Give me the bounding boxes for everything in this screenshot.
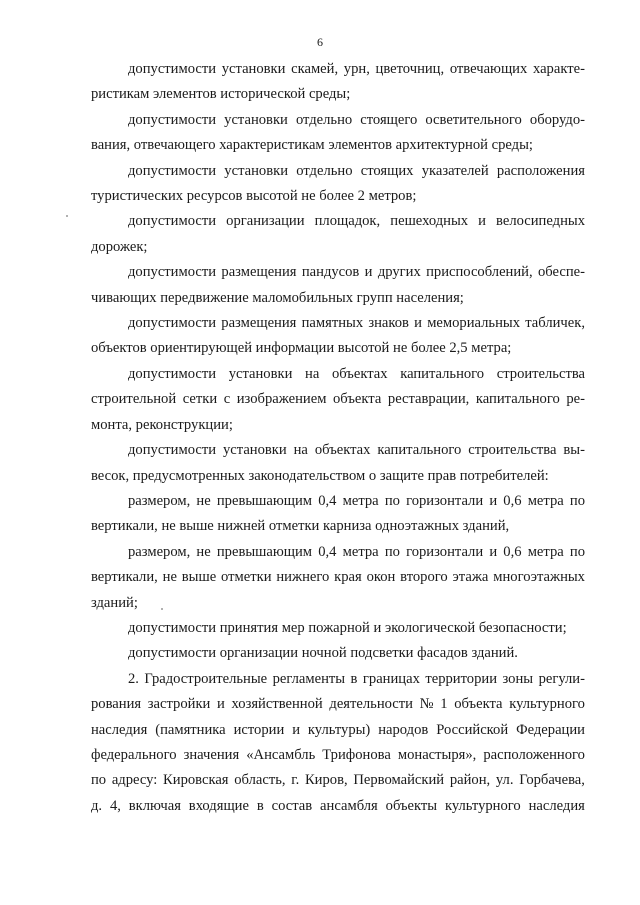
text-line: дорожек; [91, 238, 148, 255]
text-line: допустимости установки отдельно стоящего осветительного оборудо- [128, 111, 585, 128]
text-line: допустимости установки отдельно стоящих указателей расположения [128, 162, 585, 179]
text-line: по адресу: Кировская область, г. Киров, Первомайский район, ул. Горбачева, [91, 772, 585, 789]
text-line: туристических ресурсов высотой не более 2 метров; [91, 188, 417, 205]
text-line: вертикали, не выше нижней отметки карниза одноэтажных зданий, [91, 518, 510, 535]
text-line: размером, не превышающим 0,4 метра по горизонтали и 0,6 метра по [128, 543, 585, 560]
text-line: д. 4, включая входящие в состав ансамбля объекты культурного наследия [91, 797, 585, 814]
text-line: объектов ориентирующей информации высотой не более 2,5 метра; [91, 340, 512, 357]
text-line: 2. Градостроительные регламенты в границах территории зоны регули- [128, 670, 585, 687]
text-line: вертикали, не выше отметки нижнего края окон второго этажа многоэтажных [91, 569, 585, 586]
text-line: допустимости размещения пандусов и других приспособлений, обеспе- [128, 264, 585, 281]
text-line: чивающих передвижение маломобильных групп населения; [91, 289, 464, 306]
text-line: допустимости установки на объектах капитального строительства [128, 365, 585, 382]
text-line: допустимости принятия мер пожарной и экологической безопасности; [128, 619, 567, 636]
text-line: зданий; [91, 594, 138, 611]
text-line: допустимости организации площадок, пешеходных и велосипедных [128, 213, 585, 230]
text-line: ристикам элементов исторической среды; [91, 86, 351, 103]
text-line: монта, реконструкции; [91, 416, 233, 433]
text-line: допустимости установки скамей, урн, цветочниц, отвечающих характе- [128, 61, 585, 77]
text-line: наследия (памятника истории и культуры) народов Российской Федерации [91, 721, 585, 738]
text-line: допустимости организации ночной подсветки фасадов зданий. [128, 645, 518, 662]
text-line: строительной сетки с изображением объекта реставрации, капитального ре- [91, 391, 585, 408]
text-line: размером, не превышающим 0,4 метра по горизонтали и 0,6 метра по [128, 492, 585, 509]
text-line: допустимости установки на объектах капитального строительства вы- [128, 442, 585, 459]
scan-speck [66, 215, 68, 217]
text-line: допустимости размещения памятных знаков и мемориальных табличек, [128, 315, 585, 332]
page-number: 6 [317, 35, 323, 49]
text-line: весок, предусмотренных законодательством о защите прав потребителей: [91, 467, 549, 484]
text-line: федерального значения «Ансамбль Трифонова монастыря», расположенного [91, 746, 585, 763]
text-line: вания, отвечающего характеристикам элементов архитектурной среды; [91, 137, 533, 154]
text-line: рования застройки и хозяйственной деятельности № 1 объекта культурного [91, 696, 585, 713]
document-body [91, 57, 585, 819]
